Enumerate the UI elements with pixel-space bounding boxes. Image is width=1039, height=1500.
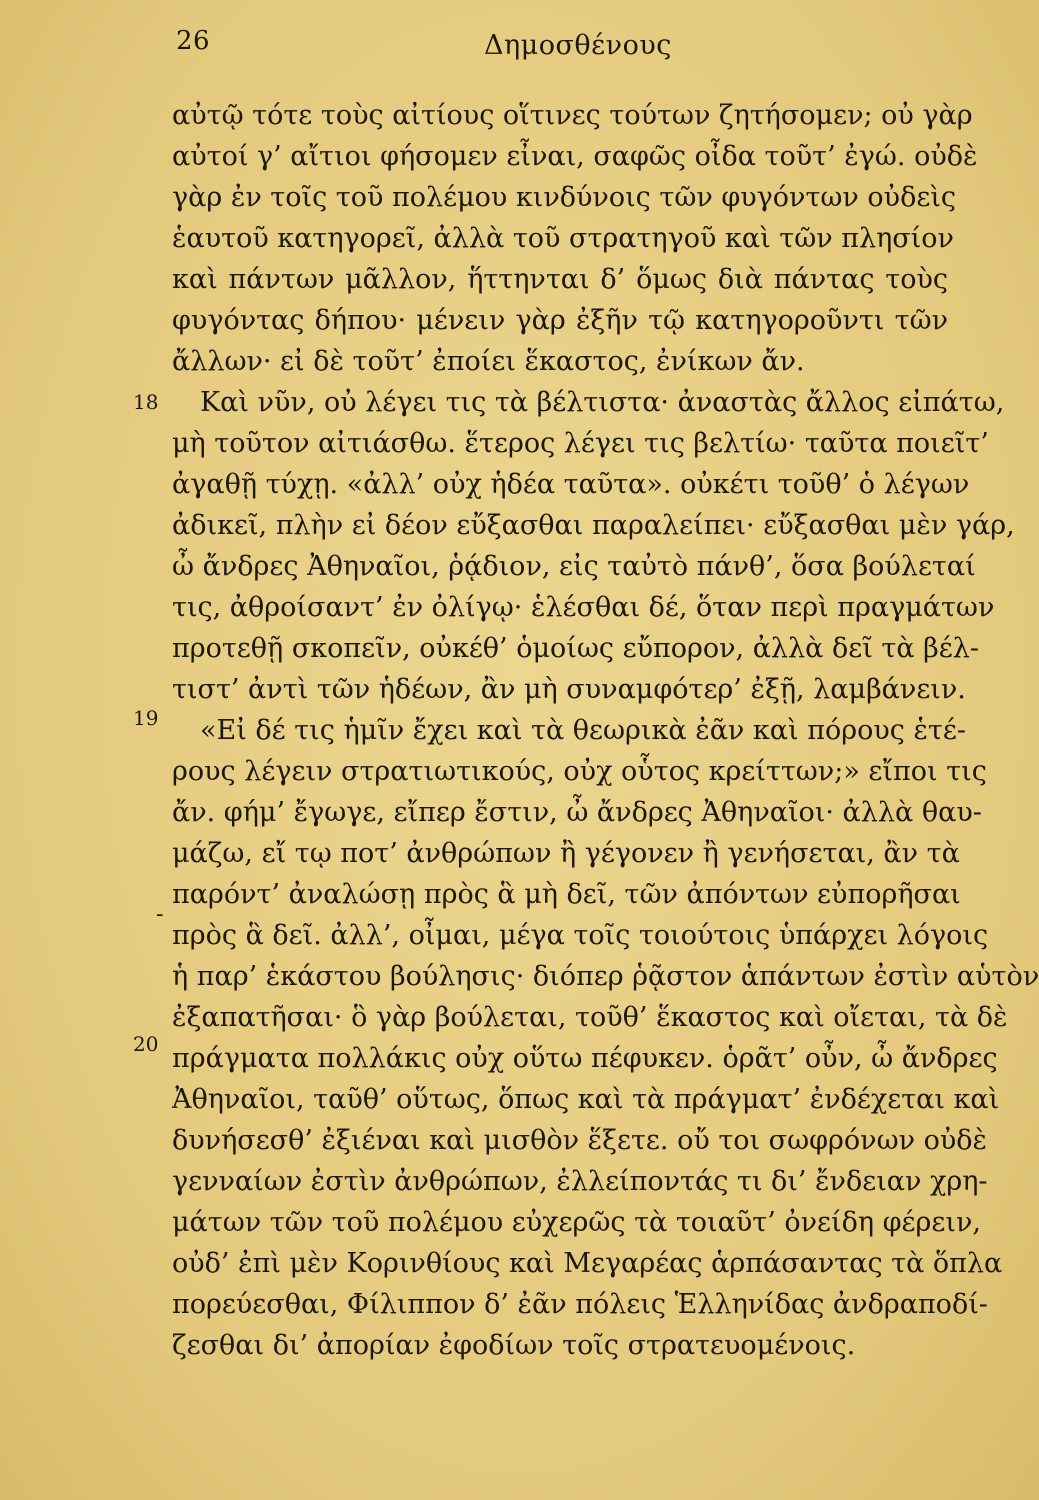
text-line: γενναίων ἐστὶν ἀνθρώπων, ἐλλείποντάς τι δι’ ἔνδειαν χρη- <box>172 1166 988 1197</box>
section-number-20: 20 <box>133 1032 159 1056</box>
text-line: ἀδικεῖ, πλὴν εἰ δέον εὔξασθαι παραλείπει· εὔξασθαι μὲν γάρ, <box>172 510 1015 541</box>
text-line: παρόντ’ ἀναλώσῃ πρὸς ἃ μὴ δεῖ, τῶν ἀπόντων εὐπορῆσαι <box>172 879 961 910</box>
text-line: μὴ τοῦτον αἰτιάσθω. ἕτερος λέγει τις βελτίω· ταῦτα ποιεῖτ’ <box>172 428 989 459</box>
text-line: φυγόντας δήπου· μένειν γὰρ ἐξῆν τῷ κατηγοροῦντι τῶν <box>172 305 948 336</box>
text-line: γὰρ ἐν τοῖς τοῦ πολέμου κινδύνοις τῶν φυγόντων οὐδεὶς <box>172 182 957 213</box>
text-line: δυνήσεσθ’ ἐξιέναι καὶ μισθὸν ἕξετε. οὔ τοι σωφρόνων οὐδὲ <box>172 1125 987 1156</box>
section-number-19: 19 <box>133 706 159 730</box>
text-line: τις, ἀθροίσαντ’ ἐν ὀλίγῳ· ἑλέσθαι δέ, ὅταν περὶ πραγμάτων <box>172 592 995 623</box>
text-line: ἄλλων· εἰ δὲ τοῦτ’ ἐποίει ἕκαστος, ἐνίκων ἄν. <box>172 346 805 377</box>
text-line: αὐτῷ τότε τοὺς αἰτίους οἵτινες τούτων ζητήσομεν; οὐ γὰρ <box>172 100 973 131</box>
text-line: ἑαυτοῦ κατηγορεῖ, ἀλλὰ τοῦ στρατηγοῦ καὶ τῶν πλησίον <box>172 223 954 254</box>
text-line: ρους λέγειν στρατιωτικούς, οὐχ οὗτος κρείττων;» εἴποι τις <box>172 756 987 787</box>
text-line: καὶ πάντων μᾶλλον, ἥττηνται δ’ ὅμως διὰ πάντας τοὺς <box>172 264 948 295</box>
text-line: προτεθῇ σκοπεῖν, οὐκέθ’ ὁμοίως εὔπορον, ἀλλὰ δεῖ τὰ βέλ- <box>172 633 979 664</box>
text-line: μάζω, εἴ τῳ ποτ’ ἀνθρώπων ἢ γέγονεν ἢ γενήσεται, ἂν τὰ <box>172 838 960 869</box>
section-number-18: 18 <box>133 390 159 414</box>
running-title: Δημοσθένους <box>484 30 672 61</box>
text-line: ζεσθαι δι’ ἀπορίαν ἐφοδίων τοῖς στρατευομένοις. <box>172 1330 856 1361</box>
text-line: οὐδ’ ἐπὶ μὲν Κορινθίους καὶ Μεγαρέας ἁρπάσαντας τὰ ὅπλα <box>172 1248 1003 1279</box>
text-line: πρὸς ἃ δεῖ. ἀλλ’, οἶμαι, μέγα τοῖς τοιούτοις ὑπάρχει λόγοις <box>172 920 989 951</box>
text-line: ἄν. φήμ’ ἔγωγε, εἴπερ ἔστιν, ὦ ἄνδρες Ἀθηναῖοι· ἀλλὰ θαυ- <box>172 797 982 828</box>
text-line: πορεύεσθαι, Φίλιππον δ’ ἐᾶν πόλεις Ἑλληνίδας ἀνδραποδί- <box>172 1289 988 1320</box>
text-line: ἡ παρ’ ἑκάστου βούλησις· διόπερ ῥᾷστον ἁπάντων ἐστὶν αὑτὸν <box>172 961 1039 992</box>
margin-dash: - <box>156 902 164 927</box>
text-line: μάτων τῶν τοῦ πολέμου εὐχερῶς τὰ τοιαῦτ’ ὀνείδη φέρειν, <box>172 1207 981 1238</box>
text-line: τιστ’ ἀντὶ τῶν ἡδέων, ἂν μὴ συναμφότερ’ ἐξῇ, λαμβάνειν. <box>172 674 966 705</box>
text-line: αὐτοί γ’ αἴτιοι φήσομεν εἶναι, σαφῶς οἶδα τοῦτ’ ἐγώ. οὐδὲ <box>172 141 978 172</box>
text-line: «Εἰ δέ τις ἡμῖν ἔχει καὶ τὰ θεωρικὰ ἐᾶν καὶ πόρους ἑτέ- <box>200 715 966 746</box>
text-line: ἐξαπατῆσαι· ὃ γὰρ βούλεται, τοῦθ’ ἕκαστος καὶ οἴεται, τὰ δὲ <box>172 1002 1008 1033</box>
text-line: Καὶ νῦν, οὐ λέγει τις τὰ βέλτιστα· ἀναστὰς ἄλλος εἰπάτω, <box>200 387 1005 418</box>
text-line: ὦ ἄνδρες Ἀθηναῖοι, ῥᾴδιον, εἰς ταὐτὸ πάνθ’, ὅσα βούλεταί <box>172 551 976 582</box>
text-line: πράγματα πολλάκις οὐχ οὕτω πέφυκεν. ὁρᾶτ’ οὖν, ὦ ἄνδρες <box>172 1043 998 1074</box>
text-line: Ἀθηναῖοι, ταῦθ’ οὕτως, ὅπως καὶ τὰ πράγματ’ ἐνδέχεται καὶ <box>172 1084 1000 1115</box>
text-line: ἀγαθῇ τύχῃ. «ἀλλ’ οὐχ ἡδέα ταῦτα». οὐκέτι τοῦθ’ ὁ λέγων <box>172 469 970 500</box>
page-number: 26 <box>176 26 211 56</box>
